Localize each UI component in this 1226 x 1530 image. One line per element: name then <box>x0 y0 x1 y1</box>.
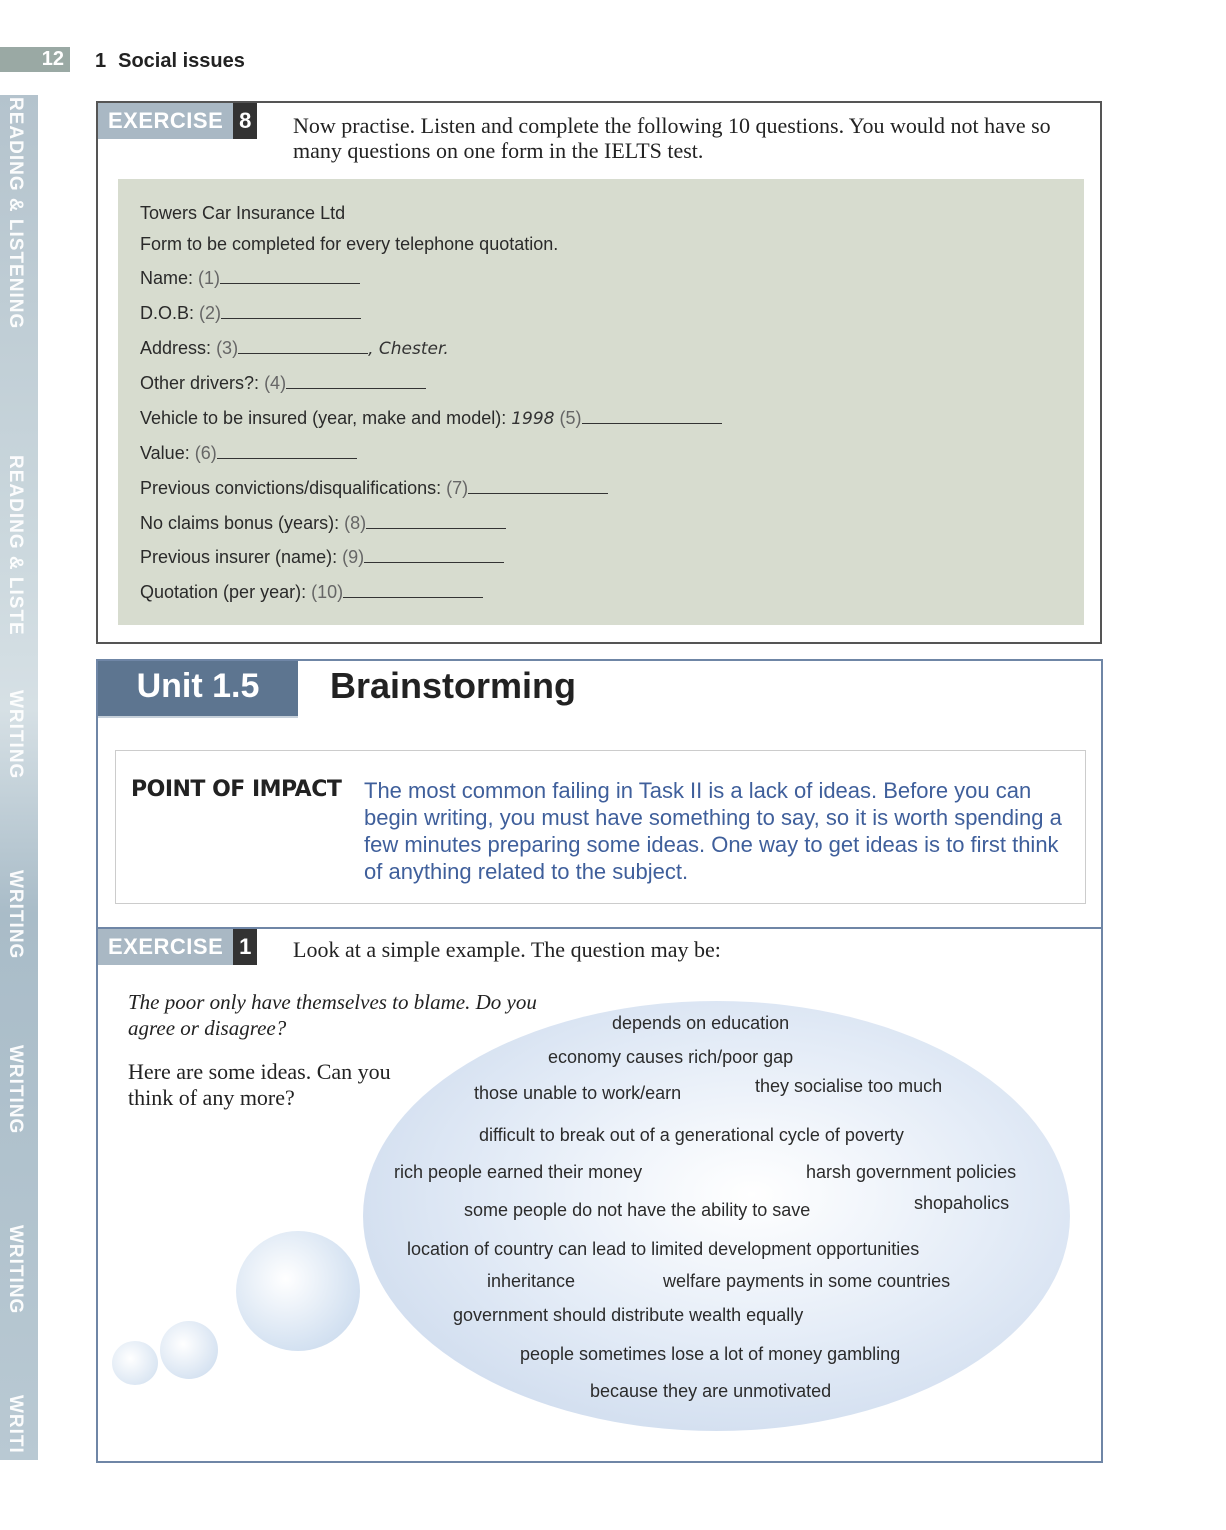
point-of-impact-box <box>115 750 1086 904</box>
chapter-title: Social issues <box>118 50 245 72</box>
form-subtitle: Form to be completed for every telephone quotation. <box>140 234 559 254</box>
exercise-number: 1 <box>233 929 257 965</box>
answer-blank[interactable] <box>221 304 361 319</box>
exercise-badge <box>98 103 257 139</box>
exercise-instruction: Look at a simple example. The question may be: <box>293 937 721 962</box>
exercise-label: EXERCISE <box>98 929 233 965</box>
spine-label: WRITING <box>5 1225 26 1315</box>
idea-item: harsh government policies <box>806 1162 1017 1182</box>
exercise-instruction: Now practise. Listen and complete the following 10 questions. You would not have so many questions on one form in the IELTS test. <box>293 113 1051 163</box>
answer-blank[interactable] <box>366 514 506 529</box>
form-field-dob: D.O.B: (2) <box>140 303 361 324</box>
spine-label: WRITI <box>5 1395 26 1454</box>
answer-blank[interactable] <box>582 409 722 424</box>
answer-blank[interactable] <box>468 479 608 494</box>
page-number: 12 <box>0 47 70 72</box>
ideas-prompt: Here are some ideas. Can you think of any more? <box>128 1059 391 1110</box>
form-field-other-drivers: Other drivers?: (4) <box>140 373 426 394</box>
form-field-previous-insurer: Previous insurer (name): (9) <box>140 547 504 568</box>
idea-item: welfare payments in some countries <box>663 1271 951 1291</box>
unit-section <box>96 659 1103 1463</box>
essay-question: The poor only have themselves to blame. Do you agree or disagree? <box>128 990 537 1040</box>
idea-item: difficult to break out of a generational cycle of poverty <box>479 1125 904 1145</box>
spine-label: WRITING <box>5 690 26 780</box>
idea-item: some people do not have the ability to save <box>464 1200 811 1220</box>
form-field-quotation: Quotation (per year): (10) <box>140 582 483 603</box>
form-field-no-claims: No claims bonus (years): (8) <box>140 513 506 534</box>
unit-title: Brainstorming <box>330 665 577 706</box>
form-field-name: Name: (1) <box>140 268 360 289</box>
form-field-address: Address: (3) , Chester. <box>140 338 449 359</box>
exercise-badge <box>98 929 257 965</box>
answer-blank[interactable] <box>220 269 360 284</box>
chapter-number: 1 <box>95 50 107 72</box>
idea-item: they socialise too much <box>755 1076 943 1096</box>
answer-blank[interactable] <box>217 444 357 459</box>
idea-item: those unable to work/earn <box>474 1083 682 1103</box>
idea-item: location of country can lead to limited development opportunities <box>407 1239 920 1259</box>
idea-item: inheritance <box>487 1271 576 1291</box>
thought-bubble-large <box>236 1231 360 1351</box>
answer-blank[interactable] <box>286 374 426 389</box>
answer-blank[interactable] <box>343 583 483 598</box>
form-field-convictions: Previous convictions/disqualifications: (7) <box>140 478 608 499</box>
unit-badge: Unit 1.5 <box>98 661 298 716</box>
idea-item: economy causes rich/poor gap <box>548 1047 794 1067</box>
form-company: Towers Car Insurance Ltd <box>140 203 346 223</box>
insurance-form <box>118 179 1084 625</box>
exercise-8-box <box>96 101 1102 644</box>
spine-label: READING & LISTENING <box>5 97 26 330</box>
chapter-header <box>95 50 245 73</box>
form-field-value: Value: (6) <box>140 443 357 464</box>
idea-item: shopaholics <box>914 1193 1010 1213</box>
answer-blank[interactable] <box>238 339 368 354</box>
exercise-label: EXERCISE <box>98 103 233 139</box>
spine-label: WRITING <box>5 1045 26 1135</box>
idea-item: depends on education <box>612 1013 790 1033</box>
spine-label: READING & LISTE <box>5 455 26 636</box>
idea-item: people sometimes lose a lot of money gambling <box>520 1344 901 1364</box>
idea-item: government should distribute wealth equally <box>453 1305 804 1325</box>
thought-bubble-small <box>112 1341 158 1385</box>
thought-bubble-medium <box>160 1321 218 1379</box>
idea-item: rich people earned their money <box>394 1162 643 1182</box>
point-of-impact-label: POINT OF IMPACT <box>131 777 342 802</box>
answer-blank[interactable] <box>364 548 504 563</box>
section-spine <box>0 95 38 1460</box>
form-field-vehicle: Vehicle to be insured (year, make and model): 1998 (5) <box>140 408 722 429</box>
spine-label: WRITING <box>5 870 26 960</box>
exercise-number: 8 <box>233 103 257 139</box>
idea-item: because they are unmotivated <box>590 1381 832 1401</box>
point-of-impact-text: The most common failing in Task II is a lack of ideas. Before you can begin writing, you must have something to say, so it is worth spending a few minutes preparing some ideas. One way to get ideas is to first think of anything related to the subject. <box>364 778 1062 884</box>
